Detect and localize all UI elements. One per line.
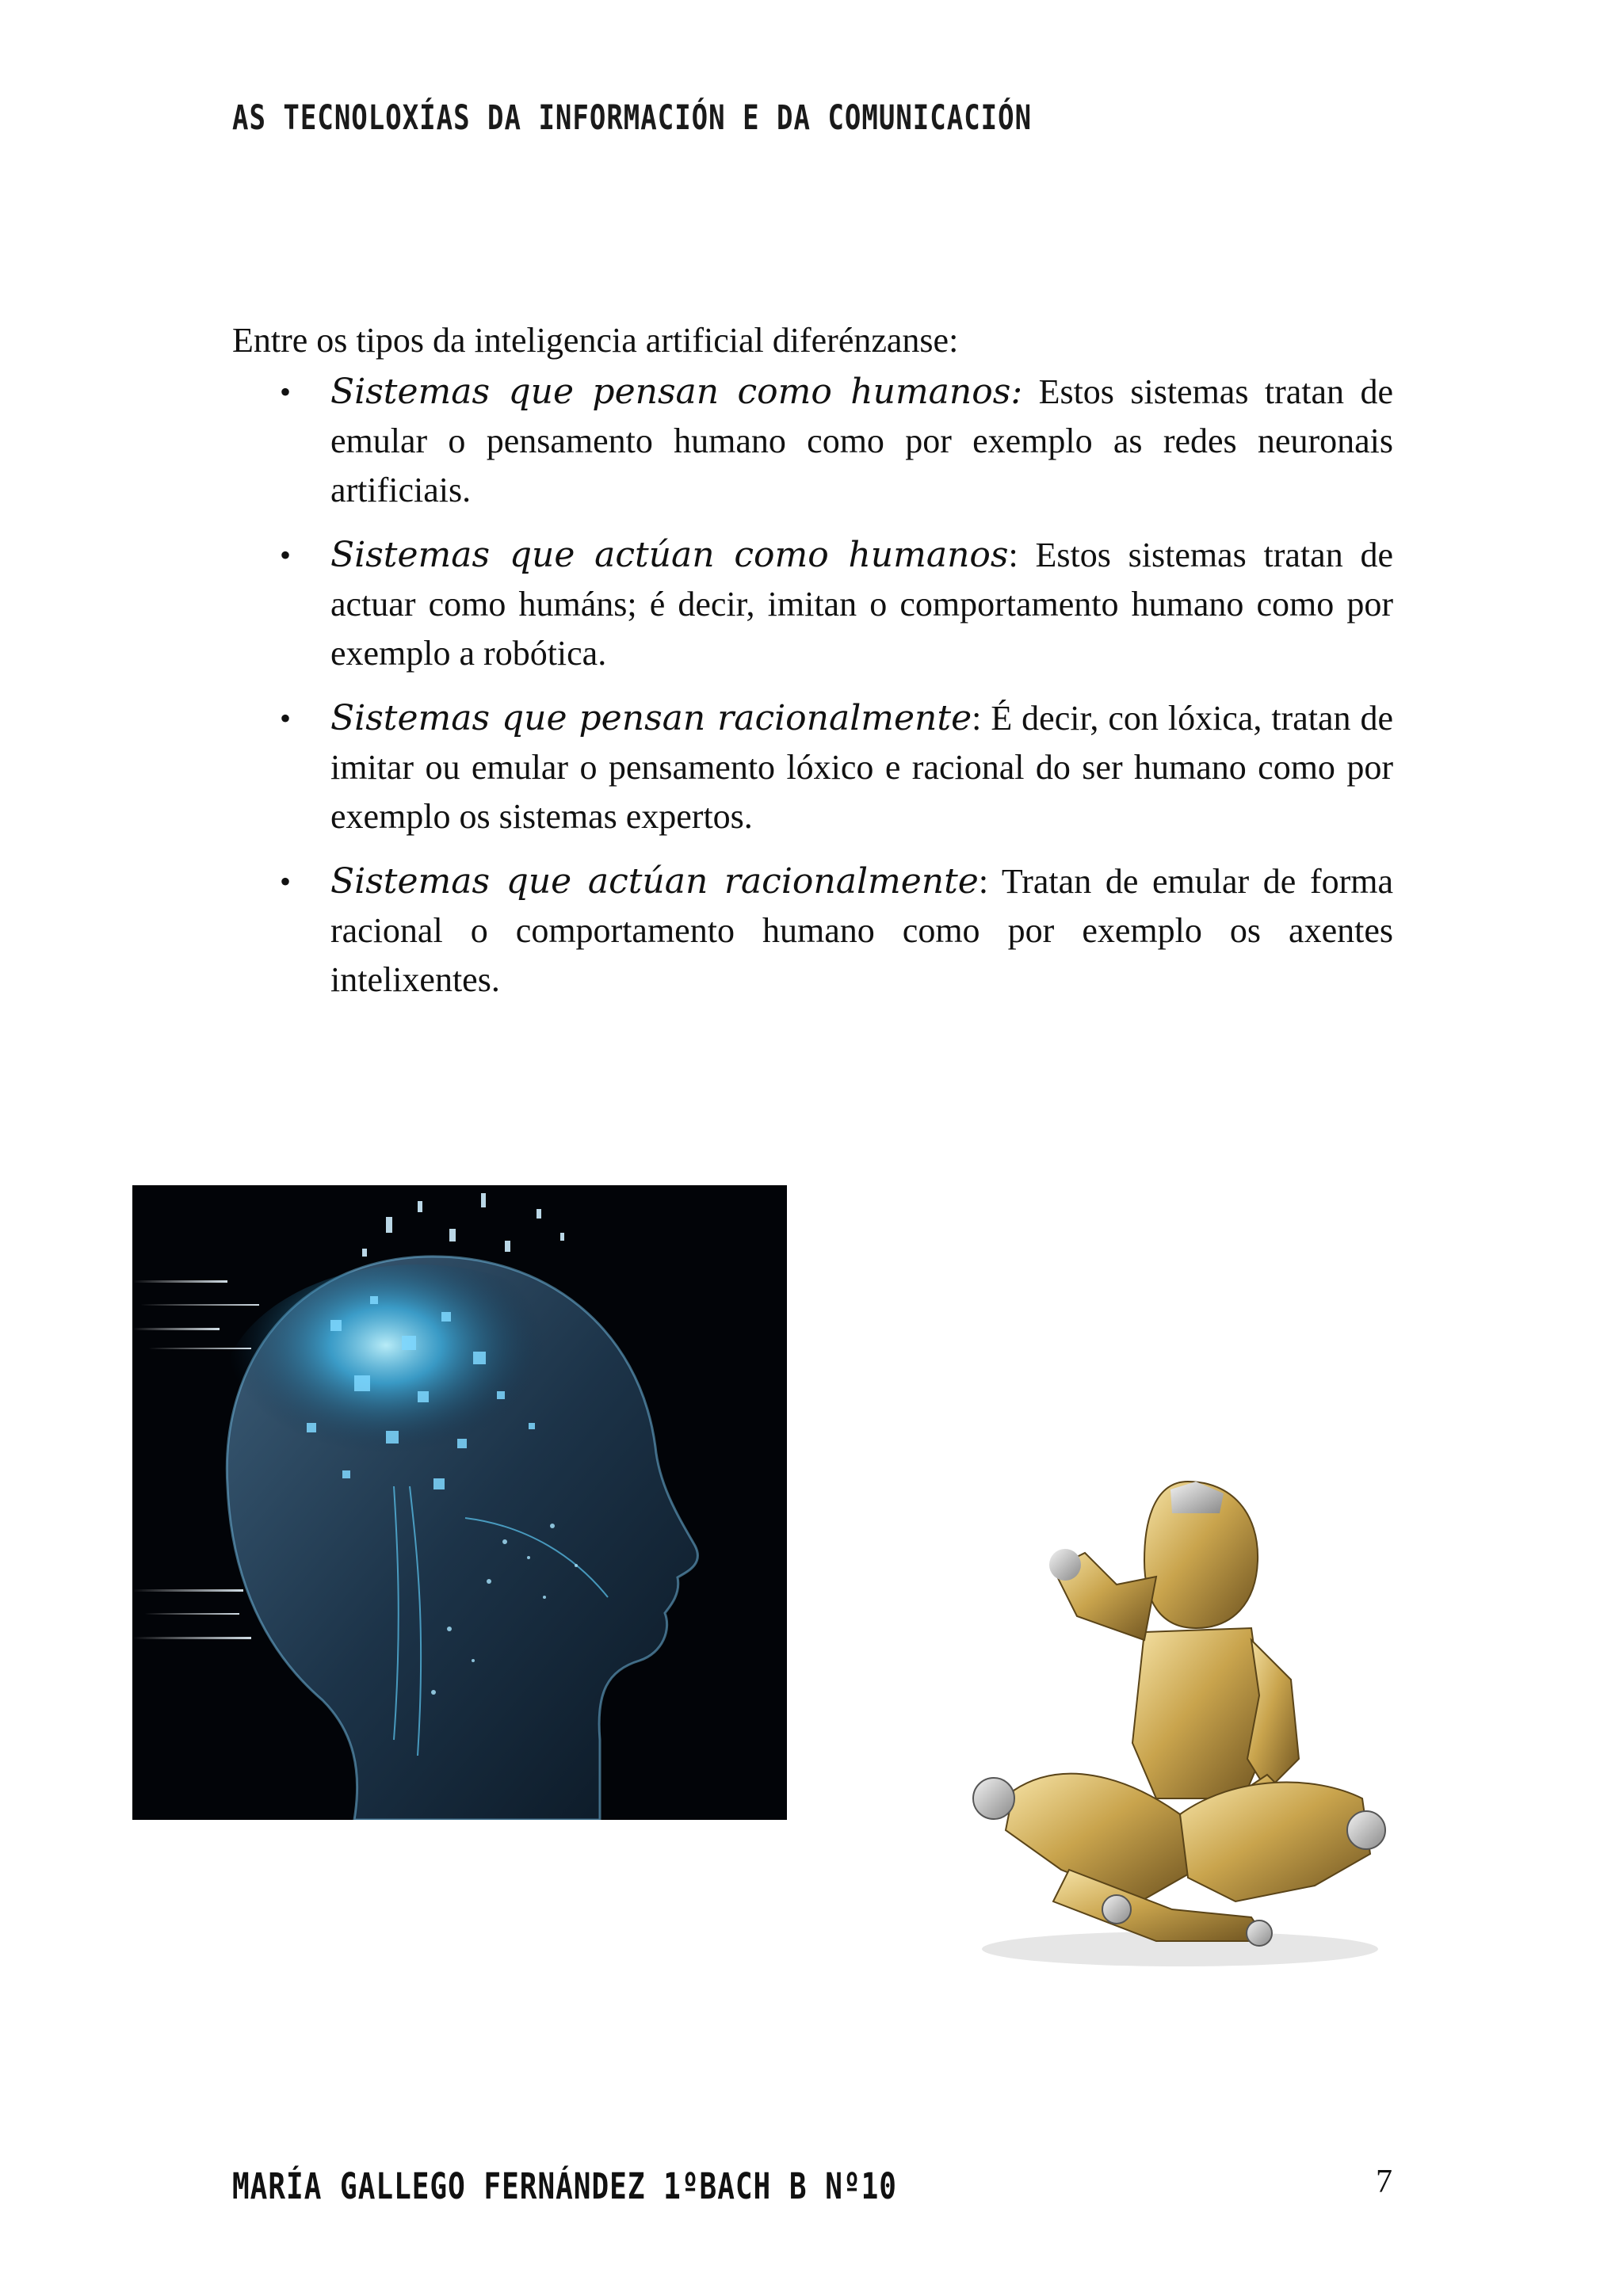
golden-robot-thinking-figure-icon	[918, 1458, 1419, 1981]
list-item-text: Estos sistemas tratan de emular o pensamento humano como por exemplo as redes neuronais artificiais.	[330, 372, 1393, 509]
list-item-text: : Estos sistemas tratan de actuar como humáns; é decir, imitan o comportamento humano como por exemplo a robótica.	[330, 536, 1393, 673]
golden-robot-image	[918, 1458, 1419, 1981]
bullet-icon: •	[280, 700, 292, 736]
list-item-term: Sistemas que pensan como humanos:	[330, 372, 1023, 412]
bullet-icon: •	[280, 374, 292, 410]
main-content	[232, 317, 1393, 1020]
list-item	[232, 857, 1393, 1005]
list-item	[232, 694, 1393, 841]
list-item-term: Sistemas que actúan como humanos	[330, 535, 1009, 575]
ai-types-list	[232, 368, 1393, 1005]
footer-author: MARÍA GALLEGO FERNÁNDEZ 1ºBACH B Nº10	[232, 2167, 897, 2208]
ai-head-brain-image	[132, 1185, 787, 1820]
list-item	[232, 531, 1393, 678]
bullet-icon: •	[280, 537, 292, 573]
intro-paragraph: Entre os tipos da inteligencia artificial diferénzanse:	[232, 321, 959, 360]
bullet-icon: •	[280, 864, 292, 899]
list-item	[232, 368, 1393, 515]
list-item-term: Sistemas que actúan racionalmente	[330, 861, 979, 902]
page-header-title: AS TECNOLOXÍAS DA INFORMACIÓN E DA COMUNICACIÓN	[232, 98, 1033, 138]
list-item-text: : Tratan de emular de forma racional o comportamento humano como por exemplo os axentes intelixentes.	[330, 862, 1393, 999]
page-number: 7	[1376, 2164, 1392, 2200]
list-item-term: Sistemas que pensan racionalmente	[330, 698, 972, 738]
ai-head-brain-illustration-icon	[132, 1185, 787, 1820]
list-item-text: : É decir, con lóxica, tratan de imitar ou emular o pensamento lóxico e racional do ser humano como por exemplo os sistemas expertos.	[330, 699, 1393, 836]
